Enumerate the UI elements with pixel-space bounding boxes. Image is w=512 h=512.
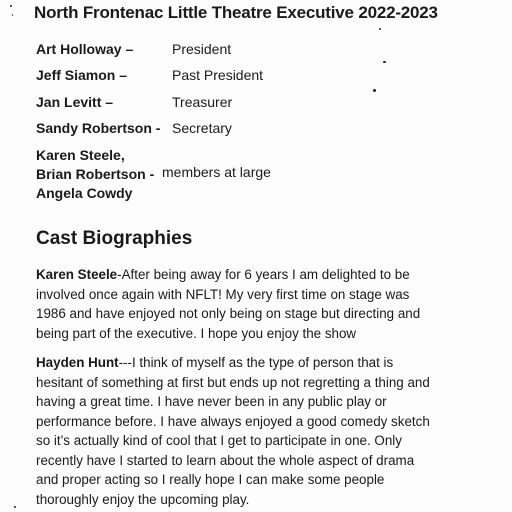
executive-role: President bbox=[172, 41, 232, 57]
scan-speck bbox=[379, 28, 381, 30]
member-name: Karen Steele, bbox=[36, 147, 125, 163]
members-at-large-names bbox=[36, 146, 154, 203]
cast-biographies-heading: Cast Biographies bbox=[36, 228, 193, 249]
bio-line: 1986 and have enjoyed not only being on stage but directing and bbox=[36, 306, 421, 321]
bio-line bbox=[36, 353, 506, 373]
member-name: Angela Cowdy bbox=[36, 185, 133, 201]
executive-row-past-president bbox=[36, 67, 264, 83]
executive-name: Jan Levitt – bbox=[36, 94, 114, 110]
executive-role: Past President bbox=[172, 67, 264, 83]
bio-text: ---I think of myself as the type of person that is bbox=[118, 355, 394, 370]
bio-line: thoroughly enjoy the upcoming play. bbox=[36, 491, 250, 507]
executive-row-treasurer bbox=[36, 94, 233, 110]
bio-name: Hayden Hunt bbox=[36, 355, 119, 370]
bio-text: -After being away for 6 years I am delighted to be bbox=[117, 267, 410, 282]
members-at-large-role: members at large bbox=[162, 164, 271, 180]
bio-line: involved once again with NFLT! My very first time on stage was bbox=[36, 286, 410, 302]
executive-name: Sandy Robertson - bbox=[36, 120, 161, 136]
member-name: Brian Robertson - bbox=[36, 166, 155, 182]
page-title: North Frontenac Little Theatre Executive 2022-2023 bbox=[34, 3, 438, 22]
bio-line: so it’s actually kind of cool that I get to participate in one. Only bbox=[36, 433, 402, 448]
bio-karen-steele bbox=[36, 265, 506, 343]
scan-speck bbox=[373, 89, 376, 92]
executive-name: Jeff Siamon – bbox=[36, 67, 128, 83]
bio-line: being part of the executive. I hope you enjoy the show bbox=[36, 325, 357, 341]
executive-role: Secretary bbox=[172, 120, 232, 136]
bio-line: having a great time. I have never been in any public play or bbox=[36, 394, 387, 409]
scan-speck bbox=[12, 14, 13, 16]
executive-name: Art Holloway – bbox=[36, 41, 134, 57]
bio-line: recently have I started to learn about the whole aspect of drama bbox=[36, 452, 415, 468]
bio-line: and proper acting so I really hope I can make some people bbox=[36, 472, 385, 487]
bio-line: hesitant of something at first but ends up not regretting a thing and bbox=[36, 374, 430, 390]
bio-hayden-hunt bbox=[36, 353, 506, 509]
bio-line bbox=[36, 265, 506, 285]
executive-row-president bbox=[36, 41, 232, 57]
executive-role: Treasurer bbox=[172, 94, 233, 110]
bio-line: performance before. I have always enjoyed a good comedy sketch bbox=[36, 413, 430, 429]
scan-speck bbox=[383, 61, 386, 63]
executive-row-secretary bbox=[36, 120, 232, 136]
scan-speck bbox=[10, 5, 12, 7]
bio-name: Karen Steele bbox=[36, 267, 118, 282]
scan-speck bbox=[14, 506, 16, 508]
